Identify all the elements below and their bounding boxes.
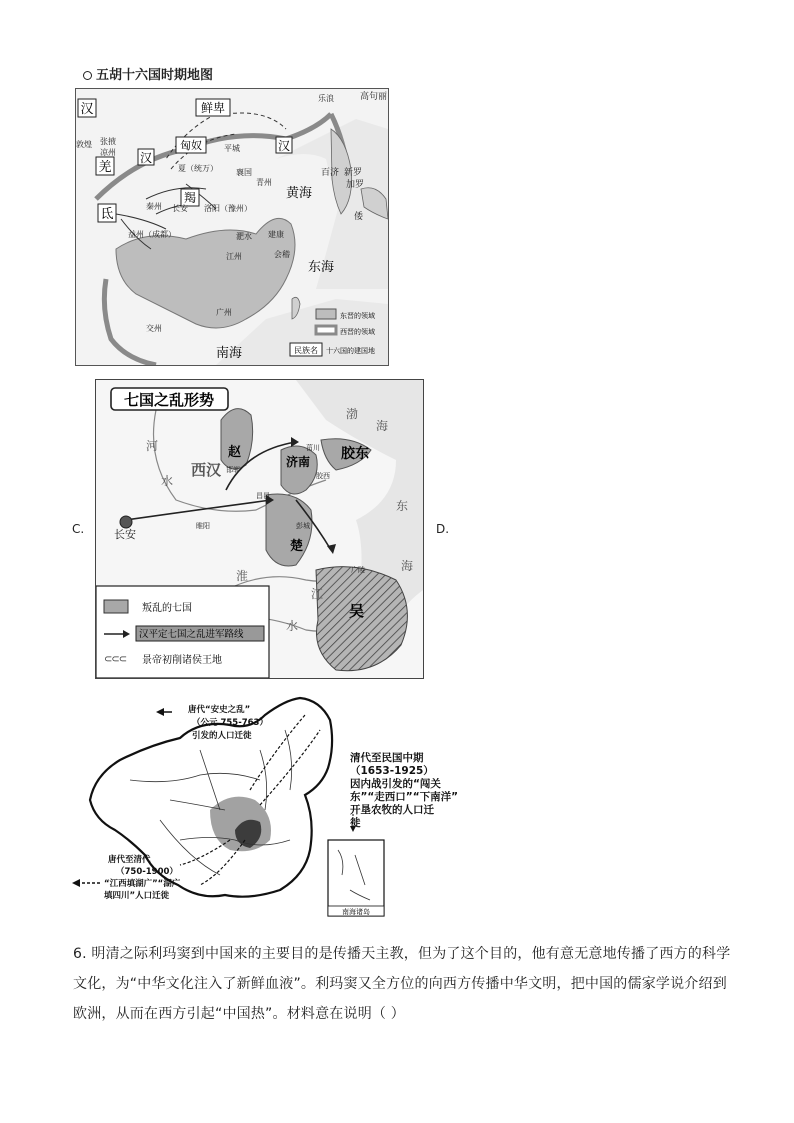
place-handan: 邯郸	[226, 466, 240, 474]
place-zichuan: 菑川	[306, 444, 320, 452]
group-jie-label: 羯	[183, 191, 197, 205]
state-zhao: 赵	[228, 445, 242, 460]
group-han2-label: 汉	[139, 151, 153, 165]
state-wu: 吴	[349, 602, 365, 620]
note1-line2: （公元 755-763）	[192, 718, 268, 728]
legend-xijin: 西晋的领域	[340, 328, 375, 336]
legend-rebels: 叛乱的七国	[142, 603, 192, 614]
group-xianbei-label: 鲜卑	[200, 101, 226, 115]
legend-minzu-text: 十六国的建国地	[326, 347, 375, 355]
svg-text:渤: 渤	[346, 407, 359, 421]
place-xia: 夏（统万）	[178, 164, 218, 173]
place-kuaiji: 会稽	[274, 250, 290, 259]
svg-text:东: 东	[396, 499, 409, 513]
option-c-label: C.	[72, 522, 85, 536]
place-pengcheng: 彭城	[296, 522, 310, 530]
state-chu: 楚	[290, 539, 304, 554]
place-jiaozhou: 交州	[146, 324, 162, 333]
svg-text:水: 水	[286, 619, 299, 633]
place-jiaoxi: 胶西	[316, 472, 330, 480]
group-han3-label: 汉	[277, 139, 291, 153]
place-gaya: 加罗	[346, 180, 365, 190]
legend-rebels-swatch	[104, 600, 128, 613]
place-changan: 长安	[114, 528, 136, 541]
svg-text:民族名: 民族名	[294, 346, 318, 355]
note2-block: 清代至民国中期 （1653-1925） 因内战引发的“闯关 东”“走西口”“下南洋” 开垦农牧的人口迁 徙	[350, 752, 459, 829]
note3-line2: （750-1900）	[116, 867, 178, 877]
place-guangzhou: 广州	[216, 308, 232, 317]
svg-text:江: 江	[311, 587, 324, 601]
place-qinzhou: 秦州	[146, 202, 162, 211]
place-pingcheng: 平城	[224, 144, 240, 153]
place-lelang: 乐浪	[318, 94, 334, 103]
place-qingzhou: 青州	[256, 178, 272, 187]
place-changan: 长安	[172, 204, 188, 213]
note3-line1: 唐代至清代	[108, 855, 151, 865]
population-migration-map	[60, 690, 390, 920]
group-di-label: 氐	[100, 207, 114, 222]
place-feishui: 淝水	[236, 232, 252, 241]
note3-line3: “江西填湖广”“湖广	[104, 879, 181, 889]
inset-label: 南海诸岛	[342, 908, 370, 916]
circle-bullet-icon	[83, 71, 92, 80]
svg-text:淮: 淮	[236, 569, 249, 583]
legend-cut: 景帝初削诸侯王地	[142, 655, 222, 666]
migration-map-svg	[60, 690, 390, 920]
sea-donghai: 东海	[308, 260, 335, 275]
question-6-text: 6. 明清之际利玛窦到中国来的主要目的是传播天主教，但为了这个目的，他有意无意地传播了西方的科学文化，为“中华文化注入了新鲜血液”。利玛窦又全方位的向西方传播中华文明，把中国的儒家学说介绍到欧洲，从而在西方引起“中国热”。材料意在说明（ ）	[73, 946, 731, 1022]
state-jinan: 济南	[286, 455, 311, 469]
group-qiang-label: 羌	[98, 160, 112, 175]
place-jiangzhou: 江州	[226, 252, 242, 261]
place-luoyang: 洛阳（豫州）	[204, 204, 252, 213]
svg-text:海: 海	[401, 559, 414, 573]
group-han-label: 汉	[80, 102, 94, 117]
svg-text:⊂⊂⊂: ⊂⊂⊂	[104, 654, 127, 665]
map1-title: 五胡十六国时期地图	[83, 64, 213, 83]
seven-states-map-svg	[96, 380, 423, 678]
svg-text:海: 海	[376, 419, 389, 433]
state-xihan: 西汉	[191, 461, 222, 479]
svg-text:河: 河	[146, 439, 159, 453]
map2-title: 七国之乱形势	[123, 391, 215, 409]
seven-states-rebellion-map	[95, 379, 424, 679]
place-silla: 新罗	[344, 168, 363, 178]
sea-nanhai: 南海	[216, 346, 243, 361]
note1-line1: 唐代“安史之乱”	[188, 705, 251, 715]
place-yizhou: 益州（成都）	[128, 230, 176, 239]
legend-xijin-swatch	[316, 326, 336, 334]
legend-dongjin: 东晋的领域	[340, 312, 375, 320]
south-sea-inset	[328, 840, 384, 916]
svg-text:水: 水	[161, 474, 174, 488]
place-xiangguo: 襄国	[236, 168, 252, 177]
sixteen-kingdoms-map-svg	[76, 89, 388, 365]
place-changyi: 昌邑	[256, 492, 270, 500]
option-d-label: D.	[436, 522, 450, 536]
legend-dongjin-swatch	[316, 309, 336, 319]
place-suiyang: 睢阳	[196, 522, 210, 530]
sixteen-kingdoms-map	[75, 88, 389, 366]
sea-huanghai: 黄海	[286, 186, 313, 201]
place-jiankang: 建康	[268, 230, 284, 239]
place-wa: 倭	[354, 212, 364, 222]
state-jiaodong: 胶东	[341, 446, 369, 462]
note1-line3: 引发的人口迁徙	[192, 731, 252, 741]
note3-line4: 填四川”人口迁徙	[104, 891, 170, 901]
legend-route: 汉平定七国之乱进军路线	[139, 629, 244, 640]
place-dunhuang: 敦煌	[76, 140, 92, 149]
place-liangzhou: 凉州	[100, 148, 116, 157]
place-zhangye: 张掖	[100, 137, 116, 146]
place-goguryeo: 高句丽	[360, 92, 388, 102]
place-baekje: 百济	[321, 168, 340, 178]
group-xiongnu-label: 匈奴	[180, 139, 202, 152]
place-guangling: 广陵	[351, 566, 365, 574]
